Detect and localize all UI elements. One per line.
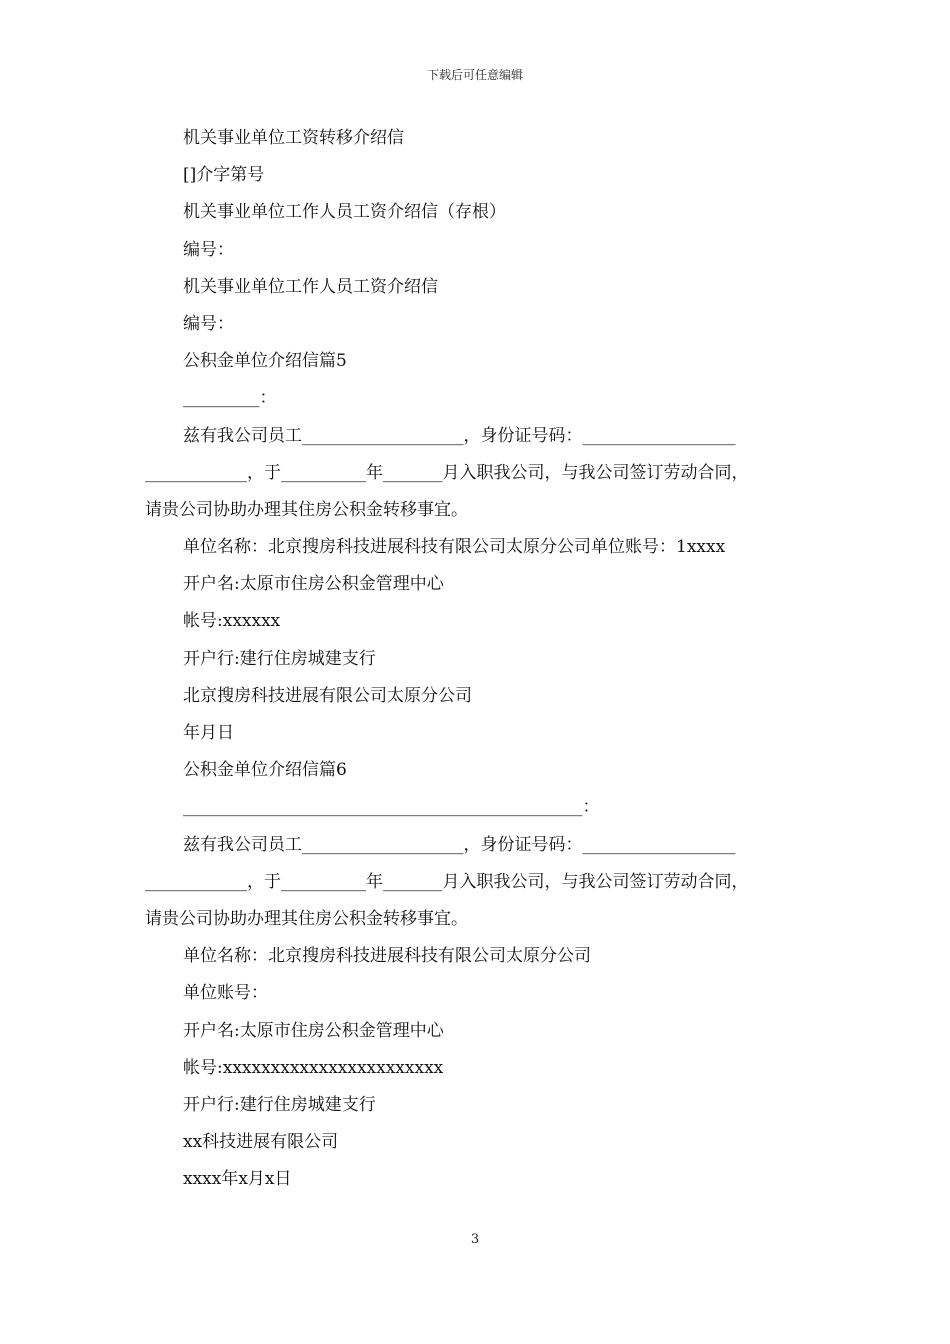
- date-line: xxxx年x月x日: [183, 1169, 292, 1190]
- paragraph-line: 请贵公司协助办理其住房公积金转移事宜。: [145, 499, 468, 520]
- heading-line: 机关事业单位工作人员工资介绍信（存根）: [183, 202, 506, 223]
- page-number: 3: [470, 1232, 480, 1247]
- signature-company-line: xx科技进展有限公司: [183, 1132, 339, 1153]
- paragraph-line: ____________，于__________年_______月入职我公司，与我公司签订劳动合同，: [145, 871, 749, 892]
- bank-line: 开户行:建行住房城建支行: [183, 648, 376, 669]
- paragraph-line: ____________，于__________年_______月入职我公司，与我公司签订劳动合同，: [145, 462, 749, 483]
- account-number-line: 帐号:xxxxxx: [183, 611, 281, 632]
- bank-line: 开户行:建行住房城建支行: [183, 1094, 376, 1115]
- unit-name-line: 单位名称：北京搜房科技进展科技有限公司太原分公司单位账号：1xxxx: [183, 537, 726, 558]
- account-name-line: 开户名:太原市住房公积金管理中心: [183, 574, 444, 595]
- section-title: 公积金单位介绍信篇6: [183, 760, 347, 781]
- unit-name-line: 单位名称：北京搜房科技进展科技有限公司太原分公司: [183, 946, 591, 967]
- signature-company-line: 北京搜房科技进展有限公司太原分公司: [183, 685, 472, 706]
- serial-number-line: 编号：: [183, 239, 234, 260]
- unit-account-line: 单位账号：: [183, 983, 268, 1004]
- account-name-line: 开户名:太原市住房公积金管理中心: [183, 1020, 444, 1041]
- page-header: 下载后可任意编辑: [426, 68, 523, 82]
- heading-line: 机关事业单位工作人员工资介绍信: [183, 276, 438, 297]
- paragraph-line: 请贵公司协助办理其住房公积金转移事宜。: [145, 908, 468, 929]
- date-line: 年月日: [183, 723, 234, 743]
- paragraph-line: 兹有我公司员工___________________，身份证号码：__________________: [183, 425, 736, 446]
- document-body: [145, 120, 825, 1198]
- section-title: 公积金单位介绍信篇5: [183, 351, 347, 372]
- salutation-line: _______________________________________________：: [183, 797, 600, 818]
- account-number-line: 帐号:xxxxxxxxxxxxxxxxxxxxxxx: [183, 1057, 444, 1078]
- heading-line: 机关事业单位工资转移介绍信: [183, 128, 404, 148]
- serial-number-line: 编号：: [183, 313, 234, 334]
- paragraph-line: 兹有我公司员工___________________，身份证号码：__________________: [183, 834, 736, 855]
- salutation-line: _________：: [183, 388, 277, 409]
- reference-number-line: []介字第号: [183, 165, 265, 186]
